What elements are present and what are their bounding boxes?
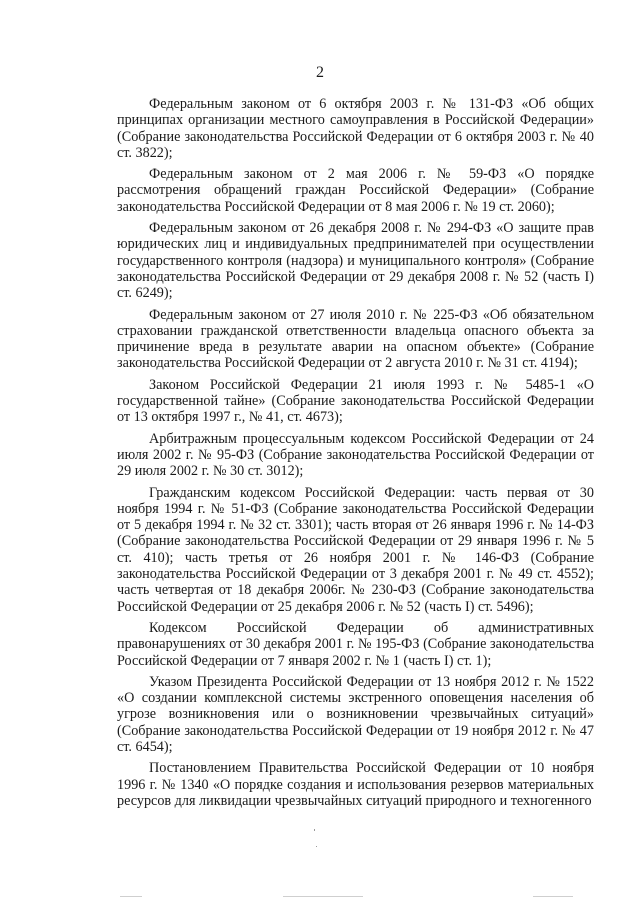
scan-edge-artifact	[283, 896, 363, 897]
paragraph-civil-code: Гражданским кодексом Российской Федерации: часть первая от 30 ноября 1994 г. № 51-ФЗ (Собрание законодательства Российской Федерации от 5 декабря 1994 г. № 32 ст. 3301); часть вторая от 26 января 1996 г. № 14-ФЗ (Собрание законодательства Российской Федерации от 29 января 1996 г. № 5 ст. 410); часть третья от 26 ноября 2001 г. № 146-ФЗ (Собрание законодательства Российской Федерации от 3 декабря 2001 г. № 49 ст. 4552); часть четвертая от 18 декабря 2006г. № 230-ФЗ (Собрание законодательства Российской Федерации от 25 декабря 2006 г. № 52 (часть I) ст. 5496);	[117, 484, 594, 615]
paragraph-95-fz: Арбитражным процессуальным кодексом Российской Федерации от 24 июля 2002 г. № 95-ФЗ (Собрание законодательства Российской Федерации от 29 июля 2002 г. № 30 ст. 3012);	[117, 430, 594, 480]
paragraph-5485-1: Законом Российской Федерации 21 июля 1993 г. № 5485-1 «О государственной тайне» (Собрание законодательства Российской Федерации от 13 октября 1997 г., № 41, ст. 4673);	[117, 376, 594, 426]
scan-edge-artifact	[120, 896, 142, 897]
paragraph-decree-1522: Указом Президента Российской Федерации от 13 ноября 2012 г. № 1522 «О создании комплексной системы экстренного оповещения населения об угрозе возникновения или о возникновении чрезвычайных ситуаций» (Собрание законодательства Российской Федерации от 19 ноября 2012 г. № 47 ст. 6454);	[117, 673, 594, 755]
paragraph-195-fz: Кодексом Российской Федерации об административных правонарушениях от 30 декабря 2001 г. № 195-ФЗ (Собрание законодательства Российской Федерации от 7 января 2002 г. № 1 (часть I) ст. 1);	[117, 619, 594, 669]
scan-edge-artifact	[533, 896, 573, 897]
paragraph-225-fz: Федеральным законом от 27 июля 2010 г. № 225-ФЗ «Об обязательном страховании гражданской ответственности владельца опасного объекта за причинение вреда в результате аварии на опасном объекте» (Собрание законодательства Российской Федерации от 2 августа 2010 г. № 31 ст. 4194);	[117, 306, 594, 372]
paragraph-294-fz: Федеральным законом от 26 декабря 2008 г. № 294-ФЗ «О защите прав юридических лиц и индивидуальных предпринимателей при осуществлении государственного контроля (надзора) и муниципального контроля» (Собрание законодательства Российской Федерации от 29 декабря 2008 г. № 52 (часть I) ст. 6249);	[117, 220, 594, 302]
scan-speck	[316, 846, 317, 847]
document-body	[117, 96, 594, 809]
paragraph-59-fz: Федеральным законом от 2 мая 2006 г. № 59-ФЗ «О порядке рассмотрения обращений граждан Российской Федерации» (Собрание законодательства Российской Федерации от 8 мая 2006 г. № 19 ст. 2060);	[117, 166, 594, 215]
page-number: 2	[316, 64, 324, 81]
scan-speck	[314, 829, 315, 831]
paragraph-resolution-1340: Постановлением Правительства Российской Федерации от 10 ноября 1996 г. № 1340 «О порядке создания и использования резервов материальных ресурсов для ликвидации чрезвычайных ситуаций природного и техногенного	[117, 760, 594, 809]
paragraph-131-fz: Федеральным законом от 6 октября 2003 г. № 131-ФЗ «Об общих принципах организации местного самоуправления в Российской Федерации» (Собрание законодательства Российской Федерации от 6 октября 2003 г. № 40 ст. 3822);	[117, 96, 594, 161]
